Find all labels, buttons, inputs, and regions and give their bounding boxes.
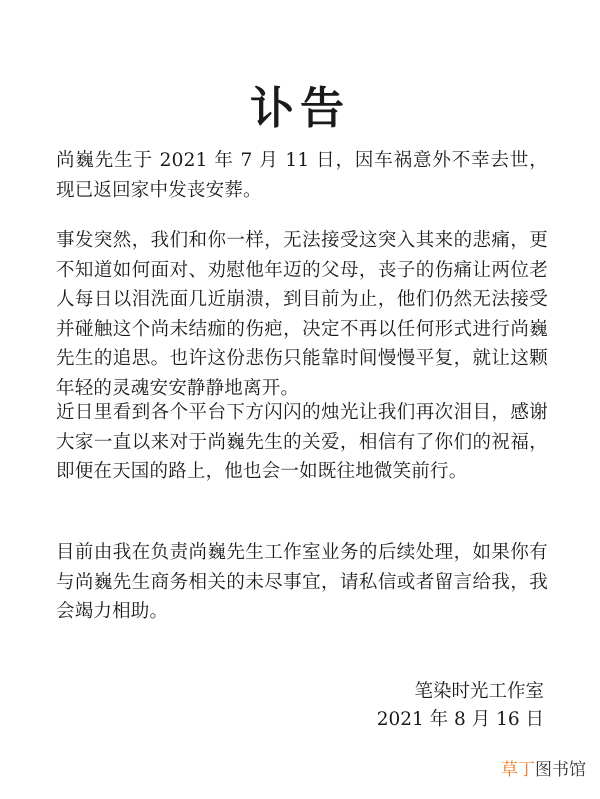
paragraph-3: 近日里看到各个平台下方闪闪的烛光让我们再次泪目，感谢大家一直以来对于尚巍先生的关爱，相信有了你们的祝福，即便在天国的路上，他也会一如既往地微笑前行。 <box>56 402 548 482</box>
paragraph-4: 目前由我在负责尚巍先生工作室业务的后续处理，如果你有与尚巍先生商务相关的未尽事宜，请私信或者留言给我，我会竭力相助。 <box>56 542 548 622</box>
paragraph-2: 事发突然，我们和你一样，无法接受这突入其来的悲痛，更不知道如何面对、劝慰他年迈的父母，丧子的伤痛让两位老人每日以泪洗面几近崩溃，到目前为止，他们仍然无法接受并碰触这个尚未结痂的伤疤，决定不再以任何形式进行尚巍先生的追思。也许这份悲伤只能靠时间慢慢平复，就让这颗年轻的灵魂安安静静地离开。 <box>56 230 548 399</box>
signature-organization: 笔染时光工作室 <box>414 681 544 702</box>
document-title: 讣告 <box>250 83 350 135</box>
site-watermark <box>499 759 588 781</box>
watermark-text: 图书馆 <box>535 760 586 780</box>
watermark-accent-text: 草丁 <box>501 760 535 780</box>
paragraph-1: 尚巍先生于 2021 年 7 月 11 日，因车祸意外不幸去世，现已返回家中发丧安葬。 <box>56 150 548 201</box>
signature-date: 2021 年 8 月 16 日 <box>376 709 544 730</box>
